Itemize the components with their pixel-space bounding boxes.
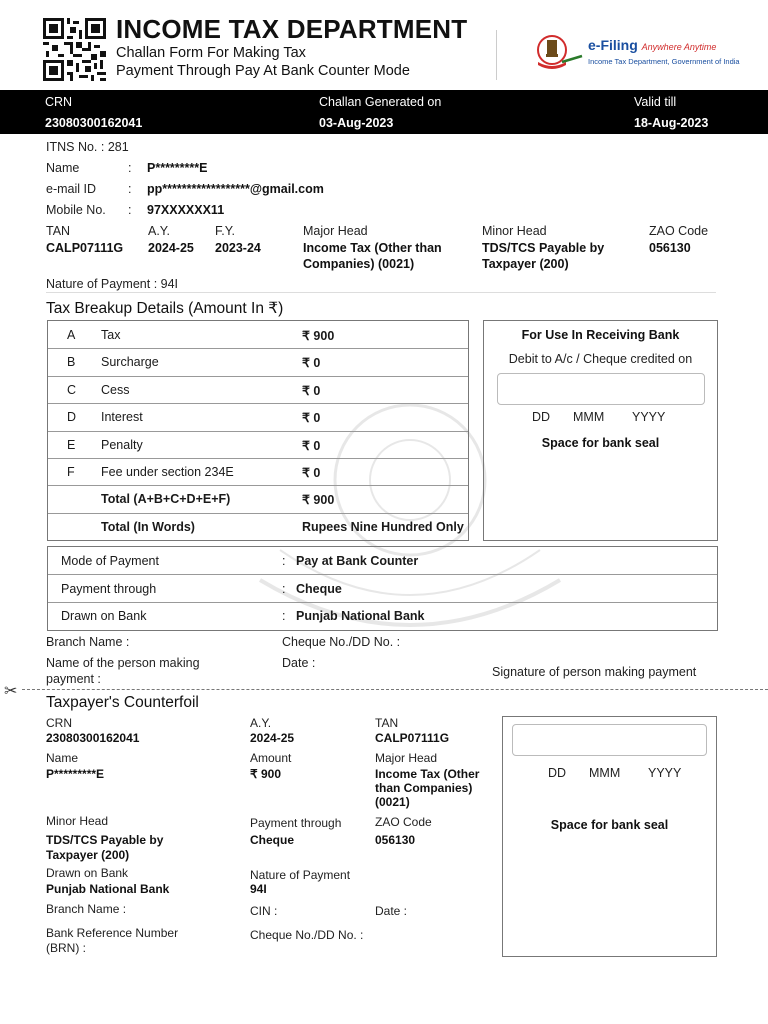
- row-code: C: [67, 382, 77, 397]
- page-title: INCOME TAX DEPARTMENT: [116, 14, 468, 44]
- tax-breakup-row: [48, 403, 468, 431]
- date-label: Date :: [282, 656, 316, 670]
- row-code: F: [67, 464, 75, 479]
- row-amount: ₹ 0: [302, 383, 321, 398]
- efiling-tagline: Anywhere Anytime: [641, 42, 717, 52]
- date-input-box[interactable]: [497, 373, 705, 405]
- generated-value: 03-Aug-2023: [319, 116, 394, 130]
- page-subtitle: [116, 44, 410, 80]
- tax-breakup-row: [48, 485, 468, 513]
- zao-code-label: ZAO Code: [649, 224, 709, 238]
- minor-head-value-1: TDS/TCS Payable by: [482, 241, 605, 255]
- bank-seal-label: Space for bank seal: [541, 436, 660, 450]
- drawn-value: Punjab National Bank: [296, 609, 425, 623]
- cf-nature-label: Nature of Payment: [250, 868, 351, 882]
- cf-crn-label: CRN: [46, 716, 72, 730]
- tax-breakup-row: [48, 321, 468, 349]
- ay-label: A.Y.: [148, 224, 171, 238]
- cf-date-label: Date :: [375, 904, 408, 918]
- cf-minor-value-1: TDS/TCS Payable by: [46, 833, 164, 847]
- row-amount: ₹ 0: [302, 356, 321, 371]
- header-divider: [496, 30, 497, 80]
- email-label: e-mail ID: [46, 182, 97, 196]
- row-label: Surcharge: [101, 355, 159, 370]
- row-label: Cess: [101, 382, 130, 397]
- cf-branch-label: Branch Name :: [46, 902, 127, 916]
- cf-name-value: P*********E: [46, 767, 105, 781]
- efiling-logo-text: e-Filing: [588, 37, 638, 53]
- colon: :: [282, 582, 286, 596]
- generated-label: Challan Generated on: [319, 95, 442, 109]
- mobile-value: 97XXXXXX11: [147, 203, 225, 217]
- tax-breakup-table: [47, 320, 469, 541]
- cf-zao-label: ZAO Code: [375, 815, 432, 829]
- colon: :: [128, 161, 132, 175]
- total-words-value: Rupees Nine Hundred Only: [302, 519, 464, 534]
- payment-row: [48, 602, 717, 629]
- name-value: P*********E: [147, 161, 208, 175]
- row-amount: ₹ 0: [302, 438, 321, 453]
- fy-label: F.Y.: [215, 224, 235, 238]
- subtitle-line-2: Payment Through Pay At Bank Counter Mode: [116, 63, 410, 79]
- row-amount: ₹ 0: [302, 465, 321, 480]
- cut-line: [22, 689, 768, 690]
- through-value: Cheque: [296, 582, 342, 596]
- challan-summary-bar: [0, 90, 768, 134]
- cheque-no-label: Cheque No./DD No. :: [282, 635, 401, 649]
- tax-breakup-title: Tax Breakup Details (Amount In ₹): [46, 300, 284, 317]
- row-label: Tax: [101, 328, 121, 342]
- cf-drawn-label: Drawn on Bank: [46, 866, 129, 880]
- crn-value: 23080300162041: [45, 116, 143, 130]
- tan-label: TAN: [46, 224, 71, 238]
- fy-value: 2023-24: [215, 241, 261, 255]
- total-amount: ₹ 900: [302, 493, 335, 508]
- total-words-label: Total (In Words): [101, 519, 195, 534]
- row-label: Interest: [101, 410, 143, 425]
- cf-tan-label: TAN: [375, 716, 399, 730]
- row-label: Fee under section 234E: [101, 464, 234, 479]
- debit-label: Debit to A/c / Cheque credited on: [508, 352, 693, 366]
- person-name-label-2: payment :: [46, 672, 101, 686]
- cf-zao-value: 056130: [375, 833, 416, 847]
- tax-breakup-row: [48, 513, 468, 540]
- cf-cheque-no-label: Cheque No./DD No. :: [250, 928, 364, 942]
- cf-bank-seal-box: [502, 716, 717, 957]
- colon: :: [128, 203, 132, 217]
- cf-yyyy-label: YYYY: [648, 766, 682, 780]
- row-amount: ₹ 900: [302, 329, 335, 343]
- tan-value: CALP07111G: [46, 241, 124, 255]
- email-value: pp******************@gmail.com: [147, 182, 324, 196]
- crn-label: CRN: [45, 95, 73, 109]
- itns-number: ITNS No. : 281: [46, 140, 129, 154]
- tax-breakup-row: [48, 458, 468, 486]
- colon: :: [128, 182, 132, 196]
- emblem-icon: [532, 32, 584, 72]
- cf-major-value-1: Income Tax (Other: [375, 767, 480, 781]
- scissors-icon: ✂: [4, 683, 18, 700]
- efiling-sub: Income Tax Department, Government of India: [588, 57, 740, 66]
- nature-of-payment: Nature of Payment : 94I: [46, 277, 179, 291]
- major-head-label: Major Head: [303, 224, 368, 238]
- qr-code-icon: [43, 18, 106, 81]
- cf-ay-label: A.Y.: [250, 716, 272, 730]
- cf-major-value-3: (0021): [375, 795, 410, 809]
- cf-tan-value: CALP07111G: [375, 731, 450, 745]
- cf-major-label: Major Head: [375, 751, 438, 765]
- receiving-bank-box: [483, 320, 718, 541]
- through-label: Payment through: [61, 582, 157, 596]
- colon: :: [282, 554, 286, 568]
- counterfoil-title: Taxpayer's Counterfoil: [46, 694, 199, 711]
- subtitle-line-1: Challan Form For Making Tax: [116, 45, 306, 61]
- cf-major-value-2: than Companies): [375, 781, 473, 795]
- cf-brn-label-2: (BRN) :: [46, 941, 86, 955]
- tax-breakup-row: [48, 376, 468, 404]
- major-head-value-1: Income Tax (Other than: [303, 241, 442, 255]
- mmm-label: MMM: [573, 410, 605, 424]
- cf-name-label: Name: [46, 751, 79, 765]
- row-code: B: [67, 355, 76, 370]
- cf-mmm-label: MMM: [589, 766, 621, 780]
- name-label: Name: [46, 161, 80, 175]
- efiling-logo: [588, 37, 716, 53]
- mode-label: Mode of Payment: [61, 554, 159, 568]
- drawn-label: Drawn on Bank: [61, 609, 147, 623]
- cf-cin-label: CIN :: [250, 904, 278, 918]
- row-code: A: [67, 328, 76, 342]
- dd-label: DD: [532, 410, 551, 424]
- signature-label: Signature of person making payment: [492, 665, 697, 679]
- tax-breakup-row: [48, 348, 468, 376]
- payment-row: [48, 575, 717, 603]
- branch-name-label: Branch Name :: [46, 635, 130, 649]
- row-code: E: [67, 437, 76, 452]
- cf-amount-label: Amount: [250, 751, 292, 765]
- cf-date-input-box[interactable]: [512, 724, 707, 756]
- total-label: Total (A+B+C+D+E+F): [101, 492, 231, 507]
- mobile-label: Mobile No.: [46, 203, 106, 217]
- minor-head-label: Minor Head: [482, 224, 547, 238]
- cf-crn-value: 23080300162041: [46, 731, 140, 745]
- ay-value: 2024-25: [148, 241, 194, 255]
- divider: [46, 292, 716, 293]
- cf-amount-value: ₹ 900: [250, 767, 281, 781]
- payment-details-box: [47, 546, 718, 631]
- payment-row: [48, 547, 717, 575]
- cf-bank-seal-label: Space for bank seal: [550, 818, 669, 832]
- cf-through-value: Cheque: [250, 833, 295, 847]
- row-amount: ₹ 0: [302, 411, 321, 426]
- yyyy-label: YYYY: [632, 410, 666, 424]
- cf-dd-label: DD: [548, 766, 567, 780]
- cf-drawn-value: Punjab National Bank: [46, 882, 170, 896]
- cf-nature-value: 94I: [250, 882, 267, 896]
- cf-through-label: Payment through: [250, 816, 342, 830]
- minor-head-value-2: Taxpayer (200): [482, 257, 569, 271]
- tax-breakup-row: [48, 431, 468, 459]
- valid-label: Valid till: [634, 95, 677, 109]
- cf-minor-label: Minor Head: [46, 814, 109, 828]
- receiving-bank-title: For Use In Receiving Bank: [521, 328, 680, 342]
- valid-value: 18-Aug-2023: [634, 116, 709, 130]
- row-code: D: [67, 410, 77, 425]
- zao-code-value: 056130: [649, 241, 691, 255]
- person-name-label-1: Name of the person making: [46, 656, 200, 670]
- mode-value: Pay at Bank Counter: [296, 554, 419, 568]
- colon: :: [282, 609, 286, 623]
- major-head-value-2: Companies) (0021): [303, 257, 415, 271]
- row-label: Penalty: [101, 437, 143, 452]
- cf-brn-label-1: Bank Reference Number: [46, 926, 179, 940]
- cf-ay-value: 2024-25: [250, 731, 295, 745]
- cf-minor-value-2: Taxpayer (200): [46, 848, 130, 862]
